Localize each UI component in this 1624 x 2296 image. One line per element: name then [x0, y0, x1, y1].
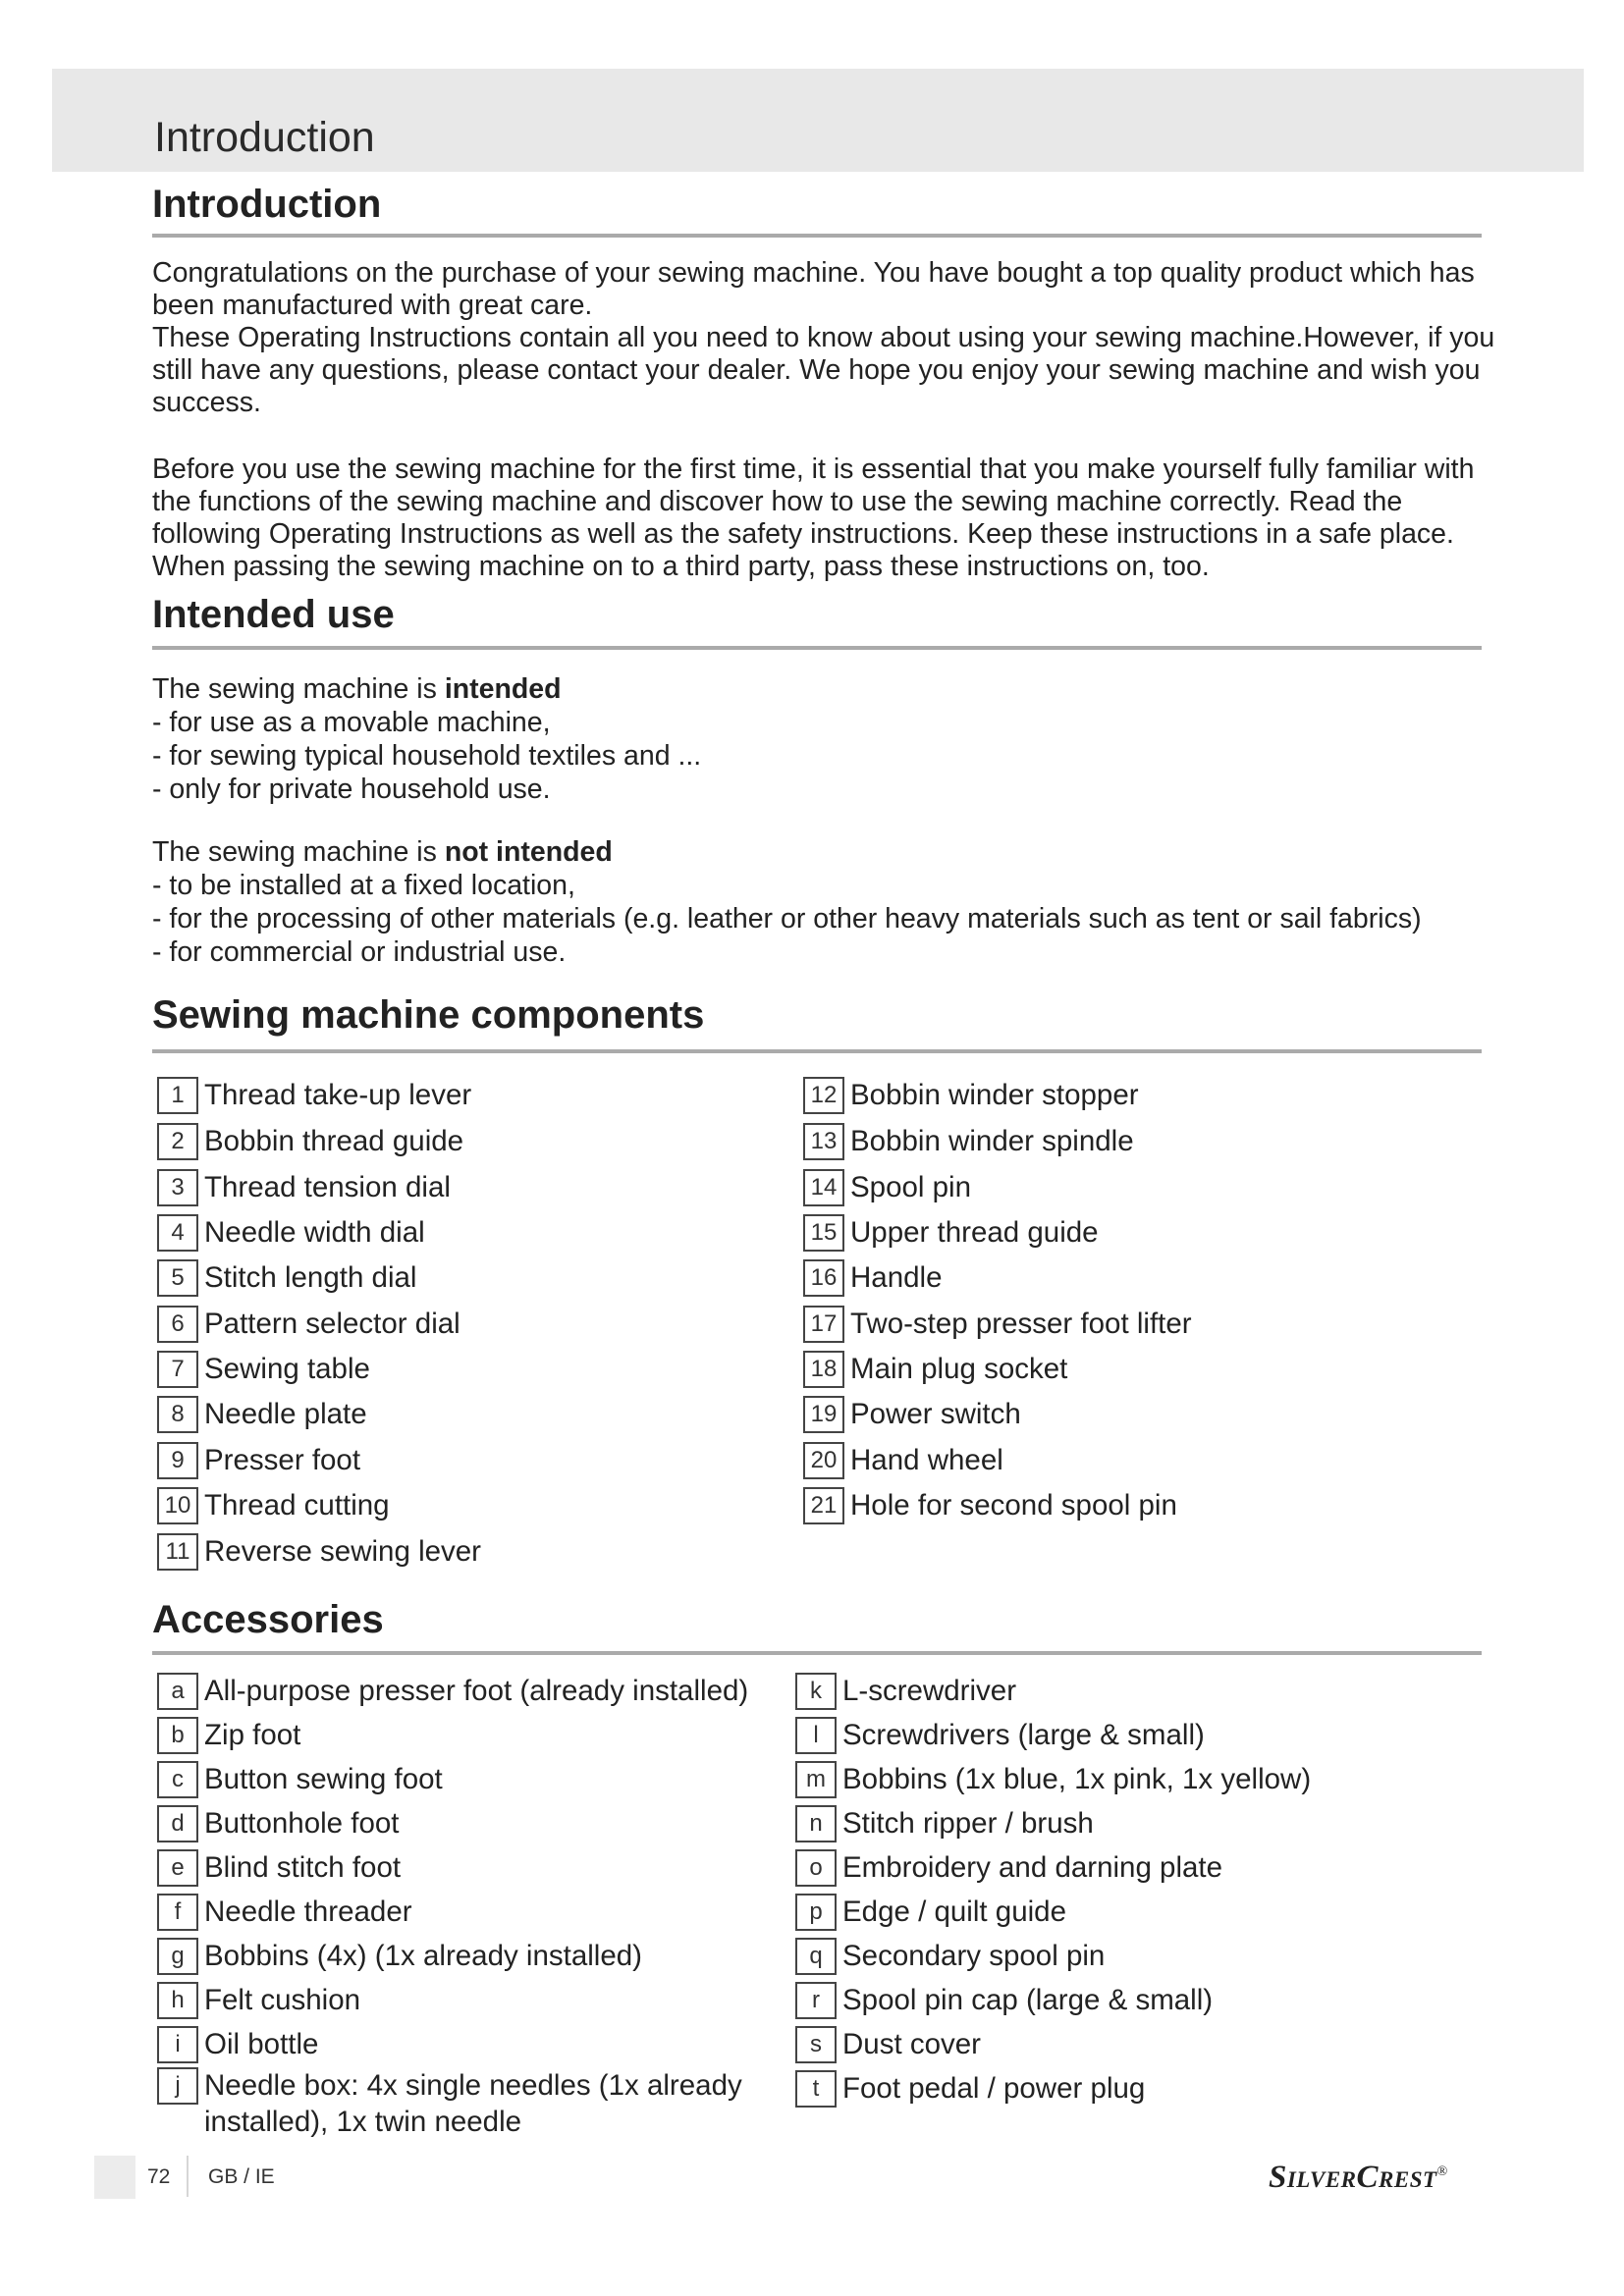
component-label: Handle	[850, 1261, 943, 1294]
accessory-item	[157, 1981, 360, 2020]
accessory-letter: f	[157, 1894, 198, 1931]
component-label: Hand wheel	[850, 1444, 1003, 1476]
accessory-label: Secondary spool pin	[842, 1940, 1106, 1972]
accessory-label: Screwdrivers (large & small)	[842, 1719, 1205, 1751]
accessory-item	[795, 1672, 1016, 1711]
component-item	[157, 1486, 390, 1525]
component-label: Upper thread guide	[850, 1216, 1099, 1249]
intended-prefix: The sewing machine is	[152, 673, 445, 705]
list-item: - only for private household use.	[152, 774, 551, 805]
component-item	[803, 1441, 1003, 1480]
intro-paragraph-1: Congratulations on the purchase of your sewing machine. You have bought a top quality product which has been manufactured with great care.	[152, 257, 1475, 321]
accessory-letter: b	[157, 1717, 198, 1754]
intro-paragraph-3: Before you use the sewing machine for the first time, it is essential that you make yourself fully familiar with the functions of the sewing machine and discover how to use the sewing machine correctly. Read the following Operating Instructions as well as the safety instructions. Keep these instructions in a safe place. When passing the sewing machine on to a third party, pass these instructions on, too.	[152, 454, 1475, 582]
component-number: 16	[803, 1259, 844, 1297]
component-label: Hole for second spool pin	[850, 1489, 1177, 1522]
accessory-label: Bobbins (1x blue, 1x pink, 1x yellow)	[842, 1763, 1312, 1795]
accessory-item	[795, 1981, 1213, 2020]
component-label: Main plug socket	[850, 1353, 1068, 1385]
accessory-item	[157, 2025, 318, 2064]
header-band	[52, 69, 1584, 172]
accessory-label: Zip foot	[204, 1719, 301, 1751]
header-title: Introduction	[154, 114, 375, 161]
accessory-label: Blind stitch foot	[204, 1851, 402, 1884]
component-label: Thread take-up lever	[204, 1079, 472, 1111]
accessory-label: Bobbins (4x) (1x already installed)	[204, 1940, 642, 1972]
accessory-label: Foot pedal / power plug	[842, 2072, 1146, 2105]
region-label: GB / IE	[208, 2165, 275, 2188]
component-number: 7	[157, 1351, 198, 1388]
accessory-letter: n	[795, 1805, 837, 1842]
component-item	[803, 1305, 1192, 1344]
component-item	[803, 1213, 1099, 1253]
component-item	[803, 1395, 1021, 1434]
component-item	[803, 1122, 1134, 1161]
component-label: Thread cutting	[204, 1489, 390, 1522]
accessory-letter: i	[157, 2026, 198, 2063]
list-item: - for sewing typical household textiles and ...	[152, 740, 702, 772]
component-number: 3	[157, 1169, 198, 1206]
rule-accessories	[152, 1651, 1482, 1655]
component-label: Sewing table	[204, 1353, 370, 1385]
component-number: 13	[803, 1123, 844, 1160]
accessory-item	[795, 1760, 1311, 1799]
rule-introduction	[152, 234, 1482, 238]
accessory-label: All-purpose presser foot (already installed)	[204, 1675, 749, 1707]
component-label: Presser foot	[204, 1444, 361, 1476]
brand-name: SilverCrest	[1269, 2160, 1437, 2195]
component-number: 6	[157, 1306, 198, 1343]
accessory-letter: l	[795, 1717, 837, 1754]
accessory-item	[157, 1672, 748, 1711]
accessory-letter: t	[795, 2070, 837, 2108]
component-item	[157, 1076, 471, 1115]
list-item: - to be installed at a fixed location,	[152, 870, 575, 901]
component-number: 18	[803, 1351, 844, 1388]
component-item	[157, 1350, 370, 1389]
accessory-item	[795, 2025, 981, 2064]
component-item	[157, 1441, 360, 1480]
component-number: 11	[157, 1533, 198, 1571]
component-label: Two-step presser foot lifter	[850, 1308, 1192, 1340]
accessory-label: Needle box: 4x single needles (1x already installed), 1x twin needle	[204, 2069, 742, 2138]
component-item	[157, 1213, 425, 1253]
accessory-item	[795, 1716, 1205, 1755]
component-number: 19	[803, 1396, 844, 1433]
rule-components	[152, 1049, 1482, 1053]
component-label: Needle plate	[204, 1398, 367, 1430]
component-label: Power switch	[850, 1398, 1021, 1430]
not-intended-bold: not intended	[444, 836, 613, 868]
accessory-label: Oil bottle	[204, 2028, 319, 2060]
component-number: 12	[803, 1077, 844, 1114]
accessory-item	[795, 1848, 1222, 1888]
accessory-item	[157, 1848, 401, 1888]
component-number: 17	[803, 1306, 844, 1343]
accessory-letter: c	[157, 1761, 198, 1798]
accessory-item	[795, 1937, 1105, 1976]
component-item	[157, 1258, 416, 1298]
component-item	[157, 1532, 481, 1572]
component-label: Reverse sewing lever	[204, 1535, 482, 1568]
accessory-label: Dust cover	[842, 2028, 981, 2060]
accessory-label: Embroidery and darning plate	[842, 1851, 1223, 1884]
accessory-item	[795, 1804, 1094, 1843]
page-number: 72	[147, 2165, 171, 2188]
footer-divider	[187, 2156, 189, 2197]
accessory-item	[157, 1804, 399, 1843]
heading-intended-use: Intended use	[152, 593, 395, 636]
accessory-item	[157, 1760, 443, 1799]
accessory-item	[157, 2067, 754, 2140]
list-item: - for commercial or industrial use.	[152, 936, 567, 968]
component-number: 21	[803, 1487, 844, 1524]
component-number: 10	[157, 1487, 198, 1524]
list-item: - for the processing of other materials (e.g. leather or other heavy materials such as tent or sail fabrics)	[152, 903, 1422, 934]
intended-statement	[152, 673, 562, 706]
component-item	[803, 1258, 942, 1298]
component-item	[803, 1076, 1139, 1115]
accessory-item	[795, 2069, 1145, 2109]
accessory-item	[157, 1937, 642, 1976]
accessory-label: L-screwdriver	[842, 1675, 1017, 1707]
component-label: Stitch length dial	[204, 1261, 417, 1294]
accessory-letter: q	[795, 1938, 837, 1975]
accessory-item	[157, 1716, 300, 1755]
accessory-label: Needle threader	[204, 1896, 412, 1928]
component-item	[157, 1305, 460, 1344]
component-number: 8	[157, 1396, 198, 1433]
accessory-letter: o	[795, 1849, 837, 1887]
accessory-letter: k	[795, 1673, 837, 1710]
accessory-letter: p	[795, 1894, 837, 1931]
component-item	[803, 1486, 1177, 1525]
component-item	[157, 1122, 463, 1161]
not-intended-prefix: The sewing machine is	[152, 836, 445, 868]
accessory-letter: d	[157, 1805, 198, 1842]
registered-mark: ®	[1436, 2164, 1448, 2179]
accessory-label: Spool pin cap (large & small)	[842, 1984, 1214, 2016]
accessory-letter: e	[157, 1849, 198, 1887]
accessory-letter: a	[157, 1673, 198, 1710]
component-item	[803, 1350, 1067, 1389]
accessory-label: Edge / quilt guide	[842, 1896, 1066, 1928]
component-number: 5	[157, 1259, 198, 1297]
accessory-letter: h	[157, 1982, 198, 2019]
heading-accessories: Accessories	[152, 1598, 384, 1641]
component-label: Thread tension dial	[204, 1171, 451, 1203]
accessory-label: Stitch ripper / brush	[842, 1807, 1094, 1840]
component-label: Bobbin winder stopper	[850, 1079, 1139, 1111]
component-label: Bobbin winder spindle	[850, 1125, 1134, 1157]
component-number: 15	[803, 1214, 844, 1252]
component-item	[803, 1168, 971, 1207]
heading-components: Sewing machine components	[152, 993, 705, 1037]
accessory-letter: g	[157, 1938, 198, 1975]
not-intended-statement	[152, 836, 613, 869]
heading-introduction: Introduction	[152, 183, 382, 226]
accessory-letter: s	[795, 2026, 837, 2063]
component-number: 9	[157, 1442, 198, 1479]
accessory-letter: m	[795, 1761, 837, 1798]
component-number: 14	[803, 1169, 844, 1206]
brand-logo	[1269, 2160, 1448, 2196]
component-number: 20	[803, 1442, 844, 1479]
component-item	[157, 1168, 451, 1207]
component-label: Needle width dial	[204, 1216, 425, 1249]
component-number: 1	[157, 1077, 198, 1114]
component-item	[157, 1395, 367, 1434]
component-label: Spool pin	[850, 1171, 972, 1203]
component-label: Pattern selector dial	[204, 1308, 460, 1340]
accessory-letter: j	[157, 2067, 198, 2105]
footer-page-tab	[94, 2156, 135, 2199]
component-number: 4	[157, 1214, 198, 1252]
accessory-item	[795, 1893, 1066, 1932]
component-number: 2	[157, 1123, 198, 1160]
accessory-letter: r	[795, 1982, 837, 2019]
intro-paragraph-2: These Operating Instructions contain all you need to know about using your sewing machine.However, if you still have any questions, please contact your dealer. We hope you enjoy your sewing machine and wish you success.	[152, 322, 1495, 418]
accessory-label: Button sewing foot	[204, 1763, 443, 1795]
rule-intended-use	[152, 646, 1482, 650]
accessory-label: Felt cushion	[204, 1984, 361, 2016]
list-item: - for use as a movable machine,	[152, 707, 551, 738]
component-label: Bobbin thread guide	[204, 1125, 464, 1157]
intended-bold: intended	[444, 673, 562, 705]
accessory-label: Buttonhole foot	[204, 1807, 400, 1840]
accessory-item	[157, 1893, 412, 1932]
